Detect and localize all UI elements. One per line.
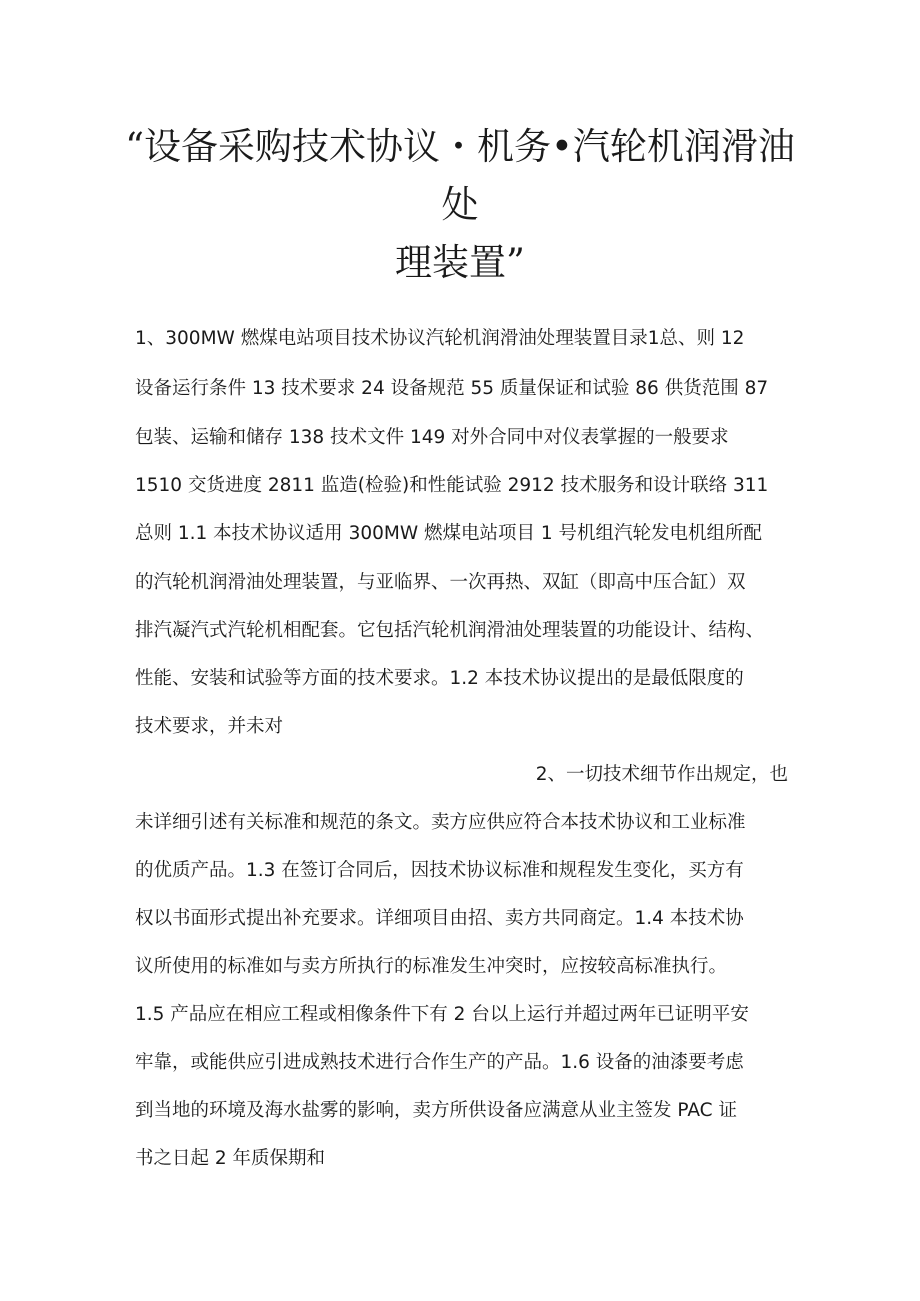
body-text-line: 1、300MW 燃煤电站项目技术协议汽轮机润滑油处理装置目录1总、则 12: [135, 328, 745, 349]
body-text-line: 排汽凝汽式汽轮机相配套。它包括汽轮机润滑油处理装置的功能设计、结构、: [135, 620, 765, 641]
body-text-line: 技术要求，并未对: [135, 716, 284, 737]
document-title-line-2: 处: [441, 183, 479, 226]
body-text-line: 未详细引述有关标准和规范的条文。卖方应供应符合本技术协议和工业标准: [135, 812, 746, 833]
body-text-line: 到当地的环境及海水盐雾的影响，卖方所供设备应满意从业主签发 PAC 证: [135, 1100, 737, 1121]
body-text-line: 设备运行条件 13 技术要求 24 设备规范 55 质量保证和试验 86 供货范围 87: [135, 378, 769, 399]
document-title-line-3: 理装置”: [395, 241, 525, 284]
body-text-line: 的优质产品。1.3 在签订合同后，因技术协议标准和规程发生变化，买方有: [135, 860, 744, 881]
body-text-line: 1510 交货进度 2811 监造(检验)和性能试验 2912 技术服务和设计联络 311: [135, 475, 769, 496]
body-text-line: 牢靠，或能供应引进成熟技术进行合作生产的产品。1.6 设备的油漆要考虑: [135, 1052, 744, 1073]
document-title-line-1: “设备采购技术协议・机务•汽轮机润滑油: [125, 125, 795, 168]
body-text-line: 2、一切技术细节作出规定，也: [535, 764, 788, 785]
body-text-line: 总则 1.1 本技术协议适用 300MW 燃煤电站项目 1 号机组汽轮发电机组所配: [135, 523, 763, 544]
body-text-line: 1.5 产品应在相应工程或相像条件下有 2 台以上运行并超过两年已证明平安: [135, 1004, 749, 1025]
body-text-line: 书之日起 2 年质保期和: [135, 1148, 326, 1169]
body-text-line: 权以书面形式提出补充要求。详细项目由招、卖方共同商定。1.4 本技术协: [135, 908, 744, 929]
body-text-line: 包装、运输和储存 138 技术文件 149 对外合同中对仪表掌握的一般要求: [135, 427, 729, 448]
body-text-line: 议所使用的标准如与卖方所执行的标准发生冲突时，应按较高标准执行。: [135, 956, 728, 977]
body-text-line: 的汽轮机润滑油处理装置，与亚临界、一次再热、双缸（即高中压合缸）双: [135, 572, 746, 593]
body-text-line: 性能、安装和试验等方面的技术要求。1.2 本技术协议提出的是最低限度的: [135, 668, 744, 689]
